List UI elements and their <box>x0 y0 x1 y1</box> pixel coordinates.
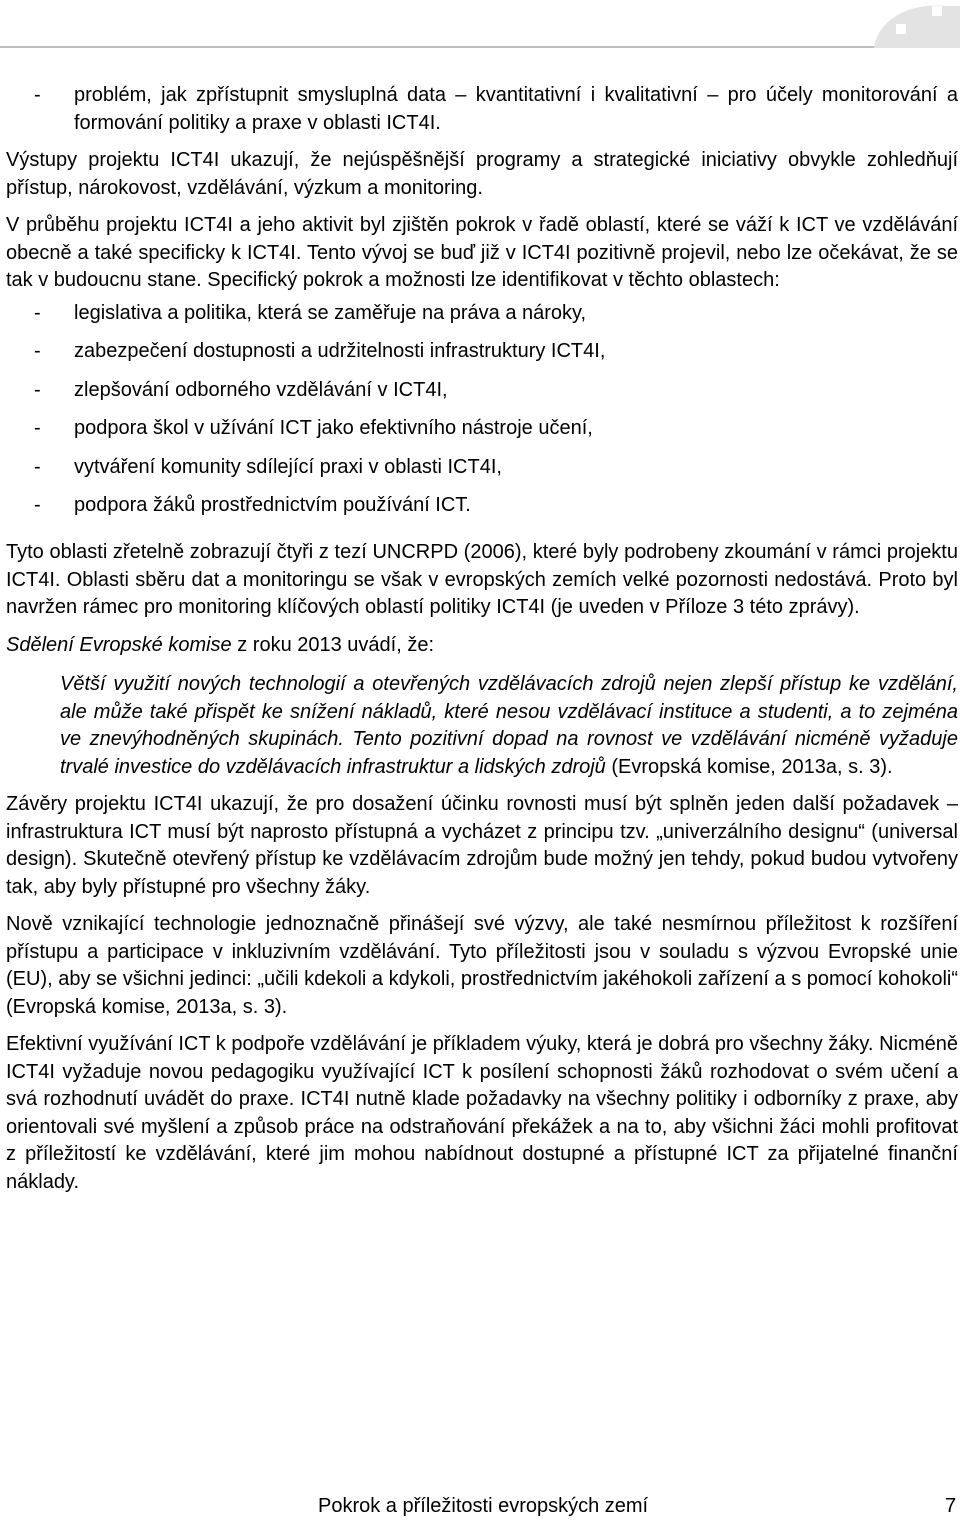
list-dash: - <box>34 340 41 363</box>
list-dash: - <box>34 494 41 517</box>
paragraph-outputs: Výstupy projektu ICT4I ukazují, že nejúspěšnější programy a strategické iniciativy obvykle zohledňují přístup, nárokovost, vzdělávání, výzkum a monitoring. <box>6 149 958 199</box>
list-item-text: legislativa a politika, která se zaměřuje na práva a nároky, <box>74 301 587 324</box>
list-item <box>6 82 958 137</box>
list-item-text: podpora škol v užívání ICT jako efektivního nástroje učení, <box>74 417 593 440</box>
list-dash: - <box>34 417 41 440</box>
paragraph-conclusions: Závěry projektu ICT4I ukazují, že pro dosažení účinku rovnosti musí být splněn jeden další požadavek – infrastruktura ICT musí být naprosto přístupná a vycházet z principu tzv. „univerzálního designu“ (universal design). Skutečně otevřený přístup ke vzdělávacím zdrojům bude možný jen tehdy, pokud budou vytvořeny tak, aby byly přístupné pro všechny žáky. <box>6 793 958 898</box>
quote-citation: (Evropská komise, 2013a, s. 3). <box>605 755 893 778</box>
paragraph-effective-use: Efektivní využívání ICT k podpoře vzdělávání je příkladem výuky, která je dobrá pro všechny žáky. Nicméně ICT4I vyžaduje novou pedagogiku využívající ICT k posílení schopnosti žáků rozhodovat o svém učení a svá rozhodnutí uvádět do praxe. ICT4I nutně klade požadavky na všechny politiky i odborníky z praxe, aby orientovali své myšlení a způsob práce na odstraňování překážek a na to, aby všichni žáci mohli profitovat z příležitostí ke vzdělávání, které jim mohou nabídnout dostupné a přístupné ICT za přijatelné finanční náklady. <box>6 1033 958 1193</box>
list-dash: - <box>34 378 41 401</box>
list-item <box>6 377 958 416</box>
list-item-text: vytváření komunity sdílející praxi v oblasti ICT4I, <box>74 455 502 478</box>
list-item-text: zlepšování odborného vzdělávání v ICT4I, <box>74 378 448 401</box>
header-rule <box>0 46 960 48</box>
paragraph-uncrpd: Tyto oblasti zřetelně zobrazují čtyři z tezí UNCRPD (2006), které byly podrobeny zkoumání v rámci projektu ICT4I. Oblasti sběru dat a monitoringu se však v evropských zemích velké pozornosti nedostává. Proto byl navržen rámec pro monitoring klíčových oblastí politiky ICT4I (je uveden v Příloze 3 této zprávy). <box>6 541 958 619</box>
list-item <box>6 492 958 531</box>
list-item <box>6 338 958 377</box>
list-item <box>6 415 958 454</box>
quote-intro <box>6 632 958 660</box>
document-body <box>6 82 958 1206</box>
stylized-logo-icon <box>868 0 960 48</box>
list-item-text: podpora žáků prostřednictvím používání ICT. <box>74 494 471 517</box>
list-item-text: zabezpečení dostupnosti a udržitelnosti infrastruktury ICT4I, <box>74 340 606 363</box>
list-dash: - <box>34 84 41 106</box>
quote-source: Sdělení Evropské komise <box>6 633 232 656</box>
quote-text: Větší využití nových technologií a otevřených vzdělávacích zdrojů nejen zlepší přístup ke vzdělání, ale může také přispět ke snížení nákladů, které nesou vzdělávací instituce a studenti, a to zejména ve znevýhodněných skupinách. Tento pozitivní dopad na rovnost ve vzdělávání nicméně vyžaduje trvalé investice do vzdělávacích infrastruktur a lidských zdrojů <box>60 673 958 778</box>
paragraph-progress: V průběhu projektu ICT4I a jeho aktivit byl zjištěn pokrok v řadě oblastí, které se váží k ICT ve vzdělávání obecně a také specificky k ICT4I. Tento vývoj se buď již v ICT4I pozitivně projevil, nebo lze očekávat, že se tak v budoucnu stane. Specifický pokrok a možnosti lze identifikovat v těchto oblastech: <box>6 214 958 291</box>
list-item-text: problém, jak zpřístupnit smysluplná data – kvantitativní i kvalitativní – pro účely monitorování a formování politiky a praxe v oblasti ICT4I. <box>74 84 958 134</box>
quote-intro-rest: z roku 2013 uvádí, že: <box>231 633 435 656</box>
block-quote <box>60 671 958 781</box>
areas-list <box>6 300 958 532</box>
list-dash: - <box>34 301 41 324</box>
list-item <box>6 454 958 493</box>
page-number: 7 <box>945 1495 957 1517</box>
list-dash: - <box>34 455 41 478</box>
list-item <box>6 300 958 339</box>
footer-title: Pokrok a příležitosti evropských zemí <box>318 1495 649 1517</box>
paragraph-technologies: Nově vznikající technologie jednoznačně přinášejí své výzvy, ale také nesmírnou příležitost k rozšíření přístupu a participace v inkluzivním vzdělávání. Tyto příležitosti jsou v souladu s výzvou Evropské unie (EU), aby se všichni jedinci: „učili kdekoli a kdykoli, prostřednictvím jakéhokoli zařízení a s pomocí kohokoli“ (Evropská komise, 2013a, s. 3). <box>6 913 958 1018</box>
